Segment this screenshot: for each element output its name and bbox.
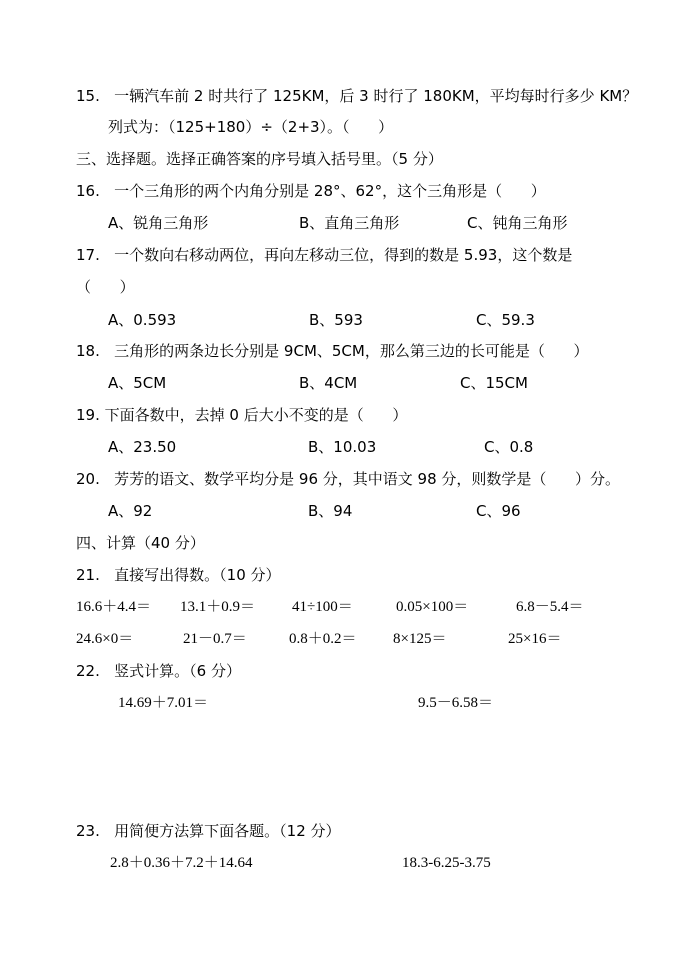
q16-option-c: C、钝角三角形 bbox=[467, 214, 568, 232]
q17-option-c: C、59.3 bbox=[476, 311, 535, 329]
q20-option-a: A、92 bbox=[108, 502, 153, 520]
q23-stem: 23. 用简便方法算下面各题。（12 分） bbox=[76, 822, 341, 840]
q21-row1-item5: 6.8－5.4＝ bbox=[516, 599, 584, 615]
q19-option-a: A、23.50 bbox=[108, 438, 177, 456]
section4-heading: 四、计算（40 分） bbox=[76, 534, 205, 552]
q18-option-c: C、15CM bbox=[460, 374, 528, 392]
q21-row2-item3: 0.8＋0.2＝ bbox=[289, 631, 357, 647]
q21-row2-item4: 8×125＝ bbox=[393, 631, 447, 647]
q22-stem: 22. 竖式计算。（6 分） bbox=[76, 662, 241, 680]
q19-option-b: B、10.03 bbox=[308, 438, 377, 456]
q21-row2-item5: 25×16＝ bbox=[508, 631, 562, 647]
q18-stem: 18. 三角形的两条边长分别是 9CM、5CM，那么第三边的长可能是（ ） bbox=[76, 342, 589, 360]
q18-option-a: A、5CM bbox=[108, 374, 167, 392]
q21-row1-item1: 16.6＋4.4＝ bbox=[76, 599, 152, 615]
q16-option-b: B、直角三角形 bbox=[299, 214, 400, 232]
q16-stem: 16. 一个三角形的两个内角分别是 28°、62°，这个三角形是（ ） bbox=[76, 182, 546, 200]
q16-option-a: A、锐角三角形 bbox=[108, 214, 209, 232]
q19-option-c: C、0.8 bbox=[484, 438, 534, 456]
q22-item1: 14.69＋7.01＝ bbox=[118, 695, 209, 711]
q23-item1: 2.8＋0.36＋7.2＋14.64 bbox=[110, 855, 253, 871]
section3-heading: 三、选择题。选择正确答案的序号填入括号里。（5 分） bbox=[76, 150, 443, 168]
q21-stem: 21. 直接写出得数。（10 分） bbox=[76, 566, 281, 584]
q19-stem: 19. 下面各数中，去掉 0 后大小不变的是（ ） bbox=[76, 406, 408, 424]
q21-row1-item3: 41÷100＝ bbox=[292, 599, 353, 615]
q17-option-b: B、593 bbox=[309, 311, 363, 329]
q22-item2: 9.5－6.58＝ bbox=[418, 695, 494, 711]
q20-option-c: C、96 bbox=[476, 502, 521, 520]
q18-option-b: B、4CM bbox=[299, 374, 358, 392]
q21-row1-item2: 13.1＋0.9＝ bbox=[180, 599, 256, 615]
q23-item2: 18.3-6.25-3.75 bbox=[402, 855, 491, 871]
q17-stem-continued: （ ） bbox=[76, 278, 135, 296]
q17-stem: 17. 一个数向右移动两位，再向左移动三位，得到的数是 5.93，这个数是 bbox=[76, 246, 573, 264]
q20-option-b: B、94 bbox=[308, 502, 353, 520]
q21-row2-item2: 21－0.7＝ bbox=[183, 631, 247, 647]
q15-line1: 15. 一辆汽车前 2 时共行了 125KM，后 3 时行了 180KM，平均每时行多少 KM？ bbox=[76, 87, 638, 105]
q15-line2: 列式为：（125+180）÷（2+3）。（ ） bbox=[108, 118, 394, 136]
q21-row1-item4: 0.05×100＝ bbox=[396, 599, 469, 615]
q20-stem: 20. 芳芳的语文、数学平均分是 96 分，其中语文 98 分，则数学是（ ）分。 bbox=[76, 470, 621, 488]
q21-row2-item1: 24.6×0＝ bbox=[76, 631, 134, 647]
q17-option-a: A、0.593 bbox=[108, 311, 177, 329]
